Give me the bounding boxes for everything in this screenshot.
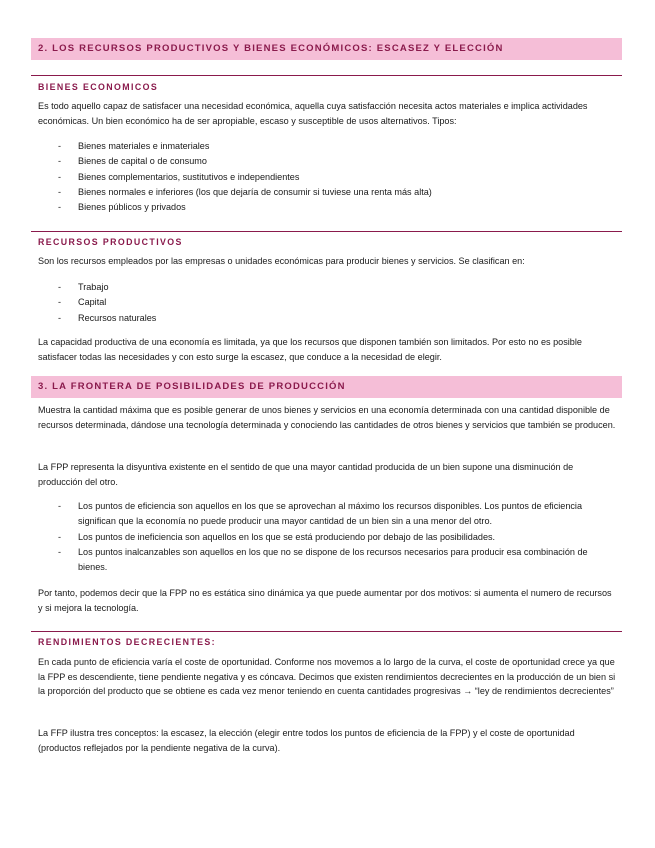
fpp-disyuntiva: La FPP representa la disyuntiva existente en el sentido de que una mayor cantidad producida de un bien supone una disminución de producción del otro. <box>38 462 574 487</box>
divider <box>31 631 622 632</box>
list-item: - Bienes complementarios, sustitutivos e independientes <box>38 170 616 185</box>
recursos-intro: Son los recursos empleados por las empresas o unidades económicas para producir bienes y servicios. Se clasifican en: <box>38 256 525 266</box>
list-item: - Capital <box>38 295 616 310</box>
recursos-list <box>38 280 616 326</box>
bienes-heading: BIENES ECONOMICOS <box>38 82 159 92</box>
recursos-heading: RECURSOS PRODUCTIVOS <box>38 237 183 247</box>
list-item: - Trabajo <box>38 280 616 295</box>
list-item: - Bienes normales e inferiores (los que dejaría de consumir si tuviese una renta más alta) <box>38 185 616 200</box>
fpp-definition: Muestra la cantidad máxima que es posible generar de unos bienes y servicios en una economía determinada con una cantidad disponible de recursos determinada, dándose una tecnología determinada y conociendo las cantidades de otros bienes y servicios que también se producen. <box>38 405 616 430</box>
fpp-points-list <box>38 499 616 575</box>
list-item: - Los puntos de ineficiencia son aquellos en los que se está produciendo por debajo de las posibilidades. <box>38 530 616 545</box>
list-item: - Bienes públicos y privados <box>38 200 616 215</box>
list-item: - Los puntos inalcanzables son aquellos en los que no se dispone de los recursos necesarios para producir esa combinación de bienes. <box>38 545 616 576</box>
list-item: - Recursos naturales <box>38 311 616 326</box>
divider <box>31 75 622 76</box>
recursos-closing: La capacidad productiva de una economía es limitada, ya que los recursos que disponen también son limitados. Por esto no es posible satisfacer todas las necesidades y con esto surge la escasez, que conduce a la necesidad de elegir. <box>38 337 582 362</box>
rendimientos-text: En cada punto de eficiencia varía el coste de oportunidad. Conforme nos movemos a lo largo de la curva, el coste de oportunidad crece ya que la FPP es descendiente, tiene pendiente negativa y es cóncava. Decimos que existen rendimientos decrecientes en la producción de un bien si la proporción del producto que se obtiene es cada vez menor teniendo en cuenta cantidades progresivas → “ley de rendimientos decrecientes” <box>38 657 616 696</box>
bienes-list <box>38 139 616 215</box>
section-3-title: 3. LA FRONTERA DE POSIBILIDADES DE PRODUCCIÓN <box>31 376 622 398</box>
bienes-intro: Es todo aquello capaz de satisfacer una necesidad económica, aquella cuya satisfacción necesita actos materiales e implica actividades económicas. Un bien económico ha de ser apropiable, escaso y susceptible de usos alternativos. Tipos: <box>38 101 588 126</box>
ffp-conceptos: La FFP ilustra tres conceptos: la escasez, la elección (elegir entre todos los puntos de eficiencia de la FPP) y el coste de oportunidad (productos reflejados por la pendiente negativa de la curva). <box>38 728 575 753</box>
list-item: - Bienes de capital o de consumo <box>38 154 616 169</box>
list-item: - Los puntos de eficiencia son aquellos en los que se aprovechan al máximo los recursos disponibles. Los puntos de eficiencia significan que la economía no puede producir una mayor cantidad de un bien sin a una menor del otro. <box>38 499 616 530</box>
section-2-title: 2. LOS RECURSOS PRODUCTIVOS Y BIENES ECONÓMICOS: ESCASEZ Y ELECCIÓN <box>31 38 622 60</box>
fpp-dinamica: Por tanto, podemos decir que la FPP no es estática sino dinámica ya que puede aumentar por dos motivos: si aumenta el numero de recursos y si mejora la tecnología. <box>38 588 612 613</box>
rendimientos-heading: RENDIMIENTOS DECRECIENTES: <box>38 637 216 647</box>
divider <box>31 231 622 232</box>
list-item: - Bienes materiales e inmateriales <box>38 139 616 154</box>
